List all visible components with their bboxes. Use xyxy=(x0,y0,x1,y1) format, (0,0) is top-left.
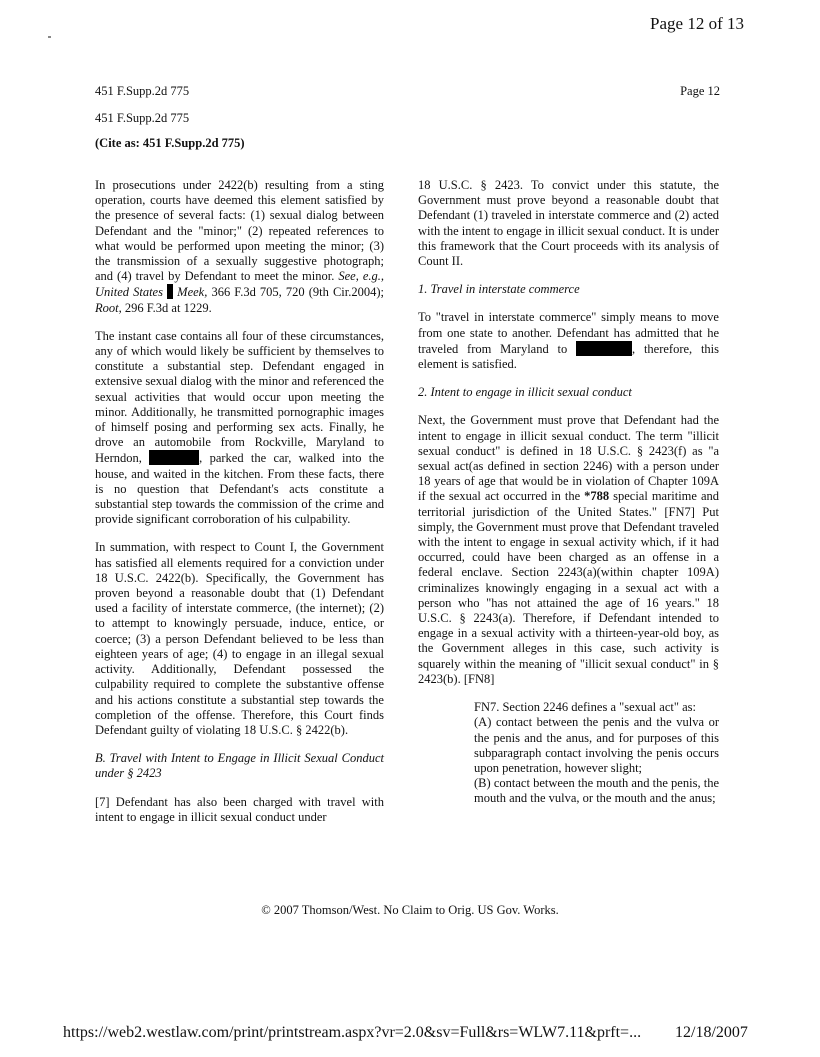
cite-as-line: (Cite as: 451 F.Supp.2d 775) xyxy=(95,136,245,150)
footer-date: 12/18/2007 xyxy=(675,1024,748,1041)
footer-url: https://web2.westlaw.com/print/printstream.aspx?vr=2.0&sv=Full&rs=WLW7.11&prft=... xyxy=(63,1024,642,1041)
paragraph: In prosecutions under 2422(b) resulting from a sting operation, courts have deemed this element satisfied by the presence of several facts: (1) sexual dialog between Defendant and the "minor;" (2) repeated references to what would be performed upon meeting the minor; (3) the transmission of a sexually suggestive photograph; and (4) travel by Defendant to meet the minor. See, e.g., United States Meek, 366 F.3d 705, 720 (9th Cir.2004); Root, 296 F.3d at 1229. xyxy=(95,178,385,315)
paragraph: Next, the Government must prove that Defendant had the intent to engage in illicit sexual conduct. The term "illicit sexual conduct" is defined in 18 U.S.C. § 2423(f) as "a sexual act(as defined in section 2246) with a person under 18 years of age that would be in violation of Chapter 109A if the sexual act occurred in the *788 special maritime and territorial jurisdiction of the United States." [FN7] Put simply, the Government must prove that Defendant traveled with the intent to engage in sexual activity which, if it had occurred, could have been charged as an offense in a federal enclave. Section 2243(a)(within chapter 109A) criminalizes knowingly engaging in a sexual act with a person who "has not attained the age of 16 years." 18 U.S.C. § 2243(a). Therefore, if Defendant intended to engage in a sexual activity with a thirteen-year-old boy, as the Government alleges in this case, such activity is squarely within the meaning of "illicit sexual conduct" in § 2423(b). [FN8] xyxy=(418,413,719,686)
scan-speck xyxy=(48,36,51,38)
page-label: Page 12 xyxy=(680,84,720,98)
paragraph: [7] Defendant has also been charged with travel with intent to engage in illicit sexual conduct under xyxy=(95,794,384,824)
print-page-number: Page 12 of 13 xyxy=(650,14,744,33)
paragraph: The instant case contains all four of these circumstances, any of which would likely be sufficient by themselves to constitute a substantial step. Defendant engaged in extensive sexual dialog with the minor and referenced the sexual activities that would occur upon meeting the minor. Additionally, he transmitted pornographic images of himself posing and performing sex acts. Finally, he drove an automobile from Rockville, Maryland to Herndon, , parked the car, walked into the house, and waited in the kitchen. From these facts, there is no question that Defendant's acts constitute a substantial step towards the commission of the crime and provide significant corroboration of his culpability. xyxy=(95,328,385,527)
footnote-fn7: FN7. Section 2246 defines a "sexual act" as: (A) contact between the penis and the vulva or the penis and the anus, and for purposes of this subparagraph contact involving the penis occurs upon penetration, however slight; (B) contact between the mouth and the penis, the mouth and the vulva, or the mouth and the anus; xyxy=(474,700,719,806)
left-column xyxy=(95,178,384,838)
paragraph: To "travel in interstate commerce" simply means to move from one state to another. Defendant has admitted that he traveled from Maryland to , therefore, this element is satisfied. xyxy=(418,310,720,372)
paragraph: In summation, with respect to Count I, the Government has satisfied all elements required for a conviction under 18 U.S.C. 2422(b). Specifically, the Government has proven beyond a reasonable doubt that (1) Defendant used a facility of interstate commerce, (the internet); (2) to attempt to knowingly persuade, induce, entice, or coerce; (3) a person Defendant believed to be less than eighteen years of age; (4) to engage in an illegal sexual activity. Additionally, Defendant possessed the culpability required to complete the substantive offense and his actions constitute a substantial step towards the completion of the offense. Therefore, this Court finds Defendant guilty of violating 18 U.S.C. § 2422(b). xyxy=(95,540,384,737)
section-heading: 1. Travel in interstate commerce xyxy=(418,282,580,297)
section-heading: 2. Intent to engage in illicit sexual conduct xyxy=(418,385,632,400)
paragraph: 18 U.S.C. § 2423. To convict under this statute, the Government must prove beyond a reasonable doubt that Defendant (1) traveled in interstate commerce and (2) acted with the intent to engage in illicit sexual conduct. It is under this framework that the Court proceeds with its analysis of Count II. xyxy=(418,178,719,269)
section-heading: B. Travel with Intent to Engage in Illicit Sexual Conduct under § 2423 xyxy=(95,751,384,781)
citation-header-secondary: 451 F.Supp.2d 775 xyxy=(95,111,190,125)
redaction-block xyxy=(149,450,199,465)
redaction-block xyxy=(576,341,632,356)
redaction-block xyxy=(167,284,173,299)
star-page-marker: *788 xyxy=(584,489,610,504)
citation-header: 451 F.Supp.2d 775 xyxy=(95,84,190,98)
copyright-notice: © 2007 Thomson/West. No Claim to Orig. US Gov. Works. xyxy=(261,903,559,917)
right-column xyxy=(418,178,719,807)
